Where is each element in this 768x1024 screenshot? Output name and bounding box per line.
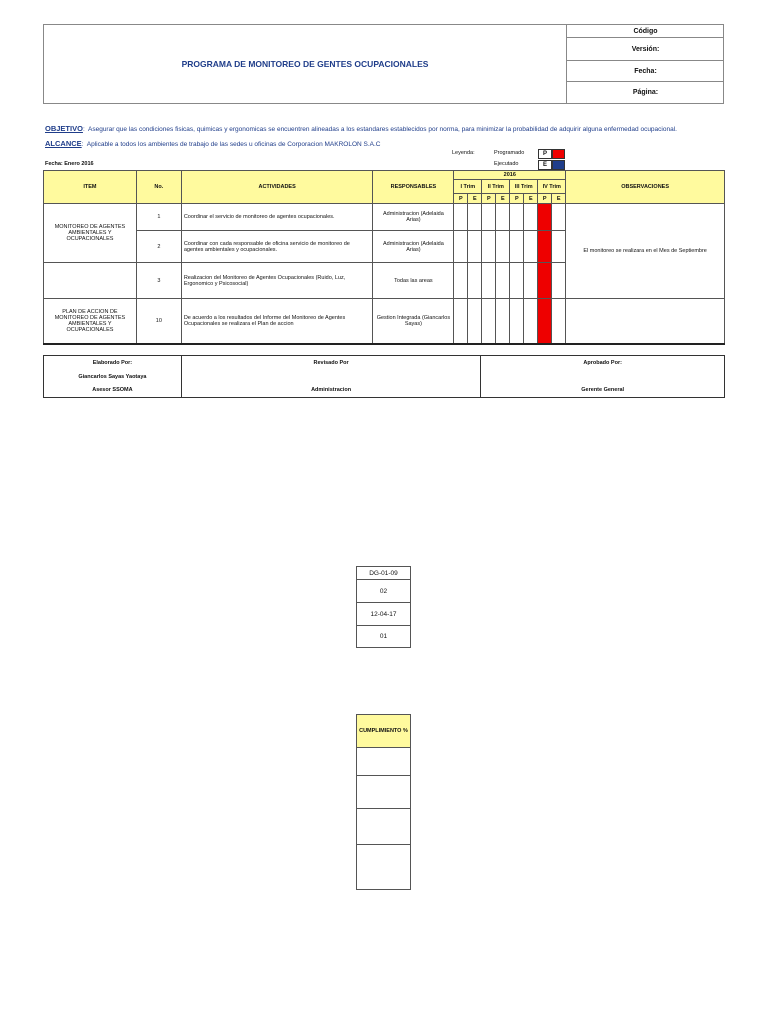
header-responsables: RESPONSABLES — [373, 171, 454, 204]
legend-programado-swatch — [552, 149, 565, 159]
cell — [468, 231, 482, 263]
document-codes-table — [356, 566, 411, 648]
aprobado-role: Gerente General — [481, 384, 725, 398]
table-row — [44, 299, 725, 344]
cell — [496, 299, 510, 344]
cell — [468, 204, 482, 231]
cell — [524, 299, 538, 344]
revisado-label: Revisado Por — [181, 356, 481, 370]
page-value: 01 — [357, 626, 411, 648]
cell — [510, 263, 524, 299]
objetivo-text: Asegurar que las condiciones fisicas, quimicas y ergonomicas se encuentren alineadas a los estandares establecidos por norma, para minimizar la probabilidad de adquirir alguna enfermedad ocupacional. — [88, 126, 677, 133]
cell — [510, 231, 524, 263]
date-value: 12-04-17 — [357, 603, 411, 626]
legend-p-box: P — [538, 149, 552, 159]
cell — [454, 231, 468, 263]
cell-programado — [538, 204, 552, 231]
version-value: 02 — [357, 580, 411, 603]
cell — [524, 263, 538, 299]
cell — [510, 299, 524, 344]
aprobado-label: Aprobado Por: — [481, 356, 725, 370]
pe-e: E — [496, 194, 510, 204]
row-no: 3 — [136, 263, 181, 299]
header-observaciones: OBSERVACIONES — [566, 171, 725, 204]
cell — [524, 204, 538, 231]
legend-ejecutado: Ejecutado — [494, 161, 519, 167]
row-item — [44, 263, 137, 299]
row-no: 10 — [136, 299, 181, 344]
row-no: 1 — [136, 204, 181, 231]
row-item: MONITOREO DE AGENTES AMBIENTALES Y OCUPACIONALES — [44, 204, 137, 263]
header-no: No. — [136, 171, 181, 204]
cumplimiento-table — [356, 714, 411, 890]
cell — [496, 204, 510, 231]
cell — [468, 299, 482, 344]
cell — [552, 263, 566, 299]
cell-programado — [538, 231, 552, 263]
cell — [482, 231, 496, 263]
quarter-1: I Trim — [454, 180, 482, 194]
pe-p: P — [510, 194, 524, 204]
document-date: Fecha: Enero 2016 — [45, 161, 94, 167]
pagina-label: Página: — [632, 89, 659, 96]
pe-e: E — [524, 194, 538, 204]
legend-e-box: E — [538, 160, 552, 170]
document-header — [43, 24, 724, 104]
row-no: 2 — [136, 231, 181, 263]
cell — [552, 231, 566, 263]
legend-title: Leyenda: — [452, 150, 475, 156]
aprobado-name — [481, 370, 725, 384]
cell — [454, 263, 468, 299]
fecha-label: Fecha: — [567, 61, 724, 82]
row-actividad: Coordinar el servicio de monitoreo de agentes ocupacionales. — [181, 204, 373, 231]
cell — [496, 263, 510, 299]
cell — [454, 299, 468, 344]
cumplimiento-cell — [357, 845, 411, 890]
objetivo-label: OBJETIVO — [45, 124, 83, 133]
row-responsable: Todas las areas — [373, 263, 454, 299]
elaborado-name: Giancarlos Sayas Yaotaya — [78, 373, 147, 380]
cell — [482, 299, 496, 344]
cumplimiento-header: CUMPLIMIENTO % — [357, 715, 411, 748]
elaborado-role: Asesor SSOMA — [92, 387, 133, 394]
revisado-role: Administracion — [181, 384, 481, 398]
cell — [496, 231, 510, 263]
pe-p: P — [538, 194, 552, 204]
row-item: PLAN DE ACCION DE MONITOREO DE AGENTES AMBIENTALES Y OCUPACIONALES — [44, 299, 137, 344]
cumplimiento-cell — [357, 776, 411, 809]
document-meta — [567, 25, 724, 103]
cell — [482, 263, 496, 299]
alcance-line: ALCANCE: Aplicable a todos los ambientes de trabajo de las sedes u oficinas de Corporacion MAKROLON S.A.C — [45, 139, 381, 148]
quarter-4: IV Trim — [538, 180, 566, 194]
pe-e: E — [468, 194, 482, 204]
row-responsable: Administracion (Adelaida Arias) — [373, 231, 454, 263]
row-actividad: Coordinar con cada responsable de oficina servicio de monitoreo de agentes ambientales y ocupacionales. — [181, 231, 373, 263]
legend-programado: Programado — [494, 150, 525, 156]
pe-e: E — [552, 194, 566, 204]
cell — [552, 204, 566, 231]
elaborado-label: Elaborado Por: — [92, 359, 133, 366]
header-actividades: ACTIVIDADES — [181, 171, 373, 204]
cell — [482, 204, 496, 231]
cell — [454, 204, 468, 231]
code-value: DG-01-09 — [357, 567, 411, 580]
cell-programado — [538, 263, 552, 299]
cell — [468, 263, 482, 299]
quarter-3: III Trim — [510, 180, 538, 194]
row-responsable: Administracion (Adelaida Arias) — [373, 204, 454, 231]
cell — [510, 204, 524, 231]
header-year: 2016 — [454, 171, 566, 180]
cumplimiento-cell — [357, 748, 411, 776]
row-observacion: El monitoreo se realizara en el Mes de Septiembre — [566, 204, 725, 299]
document-title: PROGRAMA DE MONITOREO DE GENTES OCUPACIONALES — [44, 25, 567, 103]
signatures-table — [43, 355, 725, 398]
pe-p: P — [482, 194, 496, 204]
cell — [552, 299, 566, 344]
alcance-label: ALCANCE — [45, 139, 82, 148]
pe-p: P — [454, 194, 468, 204]
quarter-2: II Trim — [482, 180, 510, 194]
header-item: ITEM — [44, 171, 137, 204]
row-actividad: Realizacion del Monitoreo de Agentes Ocupacionales (Ruido, Luz, Ergonomico y Psicosocial) — [181, 263, 373, 299]
version-label: Versión: — [567, 38, 724, 61]
activities-table — [43, 170, 725, 345]
row-responsable: Gestion Integrada (Giancarlos Sayas) — [373, 299, 454, 344]
alcance-text: Aplicable a todos los ambientes de trabajo de las sedes u oficinas de Corporacion MAKROLON S.A.C — [86, 141, 381, 148]
row-actividad: De acuerdo a los resultados del Informe del Monitoreo de Agentes Ocupacionales se realizara el Plan de accion — [181, 299, 373, 344]
revisado-name — [181, 370, 481, 384]
codigo-label: Código — [567, 25, 724, 38]
table-row — [44, 204, 725, 231]
cumplimiento-cell — [357, 809, 411, 845]
row-observacion-empty — [566, 299, 725, 344]
cell-programado — [538, 299, 552, 344]
cell — [524, 231, 538, 263]
legend-ejecutado-swatch — [552, 160, 565, 170]
objetivo-line: OBJETIVO: Asegurar que las condiciones fisicas, quimicas y ergonomicas se encuentren alineadas a los estandares establecidos por norma, para minimizar la probabilidad de adquirir alguna enfermedad ocupacional. — [45, 124, 677, 133]
table-header-row — [44, 171, 725, 180]
